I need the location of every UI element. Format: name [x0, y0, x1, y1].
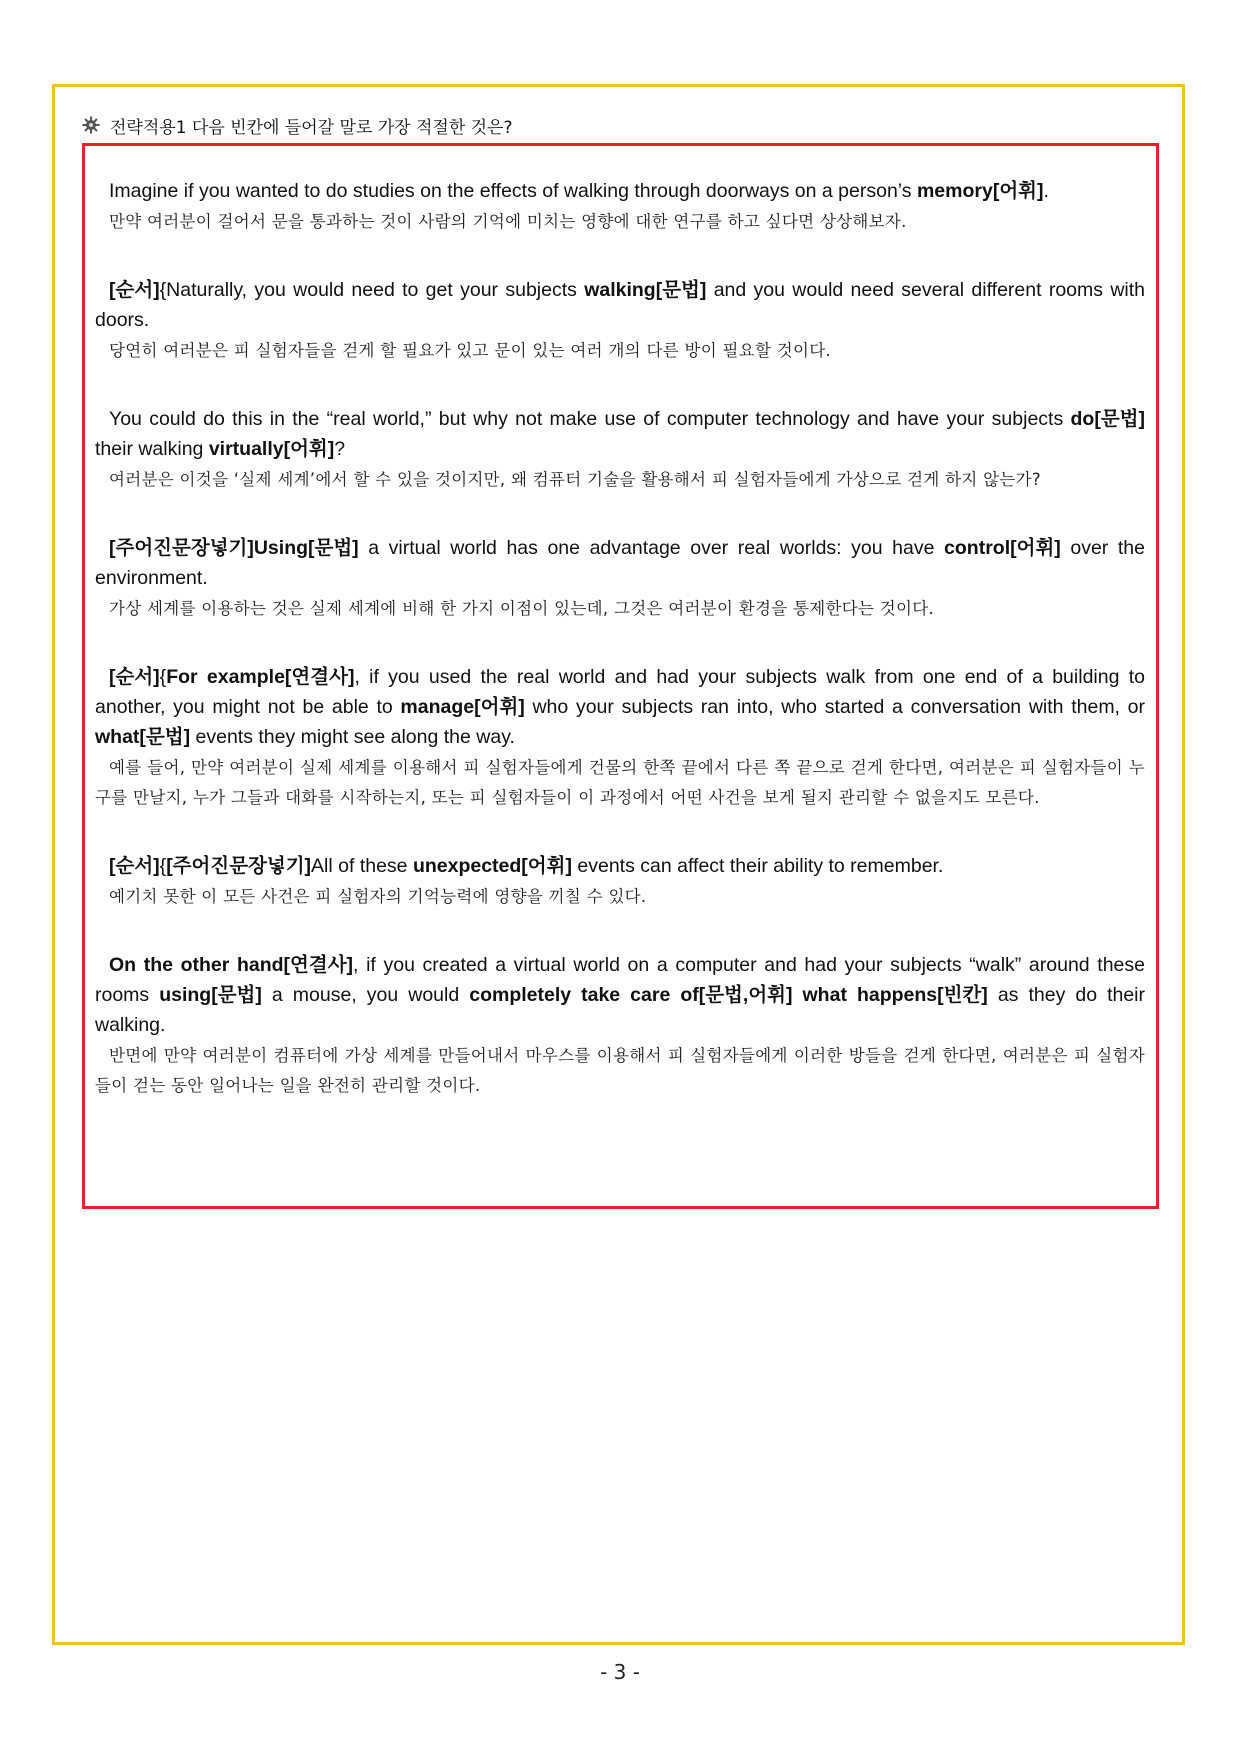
paragraph-7 — [95, 950, 1145, 1101]
english-sentence — [95, 851, 1145, 881]
english-sentence — [95, 275, 1145, 335]
bold-annotation: On the other hand[연결사] — [109, 954, 354, 976]
sentence-text: You could do this in the “real world,” but why not make use of computer technology and have your subjects — [109, 408, 1071, 430]
sentence-text: . — [1043, 180, 1049, 202]
english-sentence — [95, 662, 1145, 752]
sentence-text: and you would need several different rooms with doors. — [95, 279, 1145, 331]
sentence-text: ? — [334, 438, 346, 460]
korean-translation: 반면에 만약 여러분이 컴퓨터에 가상 세계를 만들어내서 마우스를 이용해서 피 실험자들에게 이러한 방들을 걷게 한다면, 여러분은 피 실험자들이 걷는 동안 일어나는 일을 완전히 관리할 것이다. — [95, 1046, 1145, 1095]
bold-annotation: virtually[어휘] — [208, 438, 335, 460]
bold-annotation: completely take care of[문법,어휘] — [469, 984, 793, 1006]
sentence-text: { — [159, 855, 167, 877]
sentence-text: their walking — [95, 438, 209, 460]
sentence-text: , if you used the real world and had your subjects walk from one end of a building to another, you might not be able to — [95, 666, 1145, 718]
sentence-text: a mouse, you would — [261, 984, 470, 1006]
sentence-text: events can affect their ability to remember. — [571, 855, 944, 877]
bold-annotation: For example[연결사] — [166, 666, 355, 688]
korean-translation: 예기치 못한 이 모든 사건은 피 실험자의 기억능력에 영향을 끼칠 수 있다. — [109, 887, 647, 906]
sentence-text: a virtual world has one advantage over real worlds: you have — [358, 537, 945, 559]
sentence-text: who your subjects ran into, who started a conversation with them, or — [524, 696, 1146, 718]
sentence-text: { — [159, 666, 167, 688]
sentence-text: , if you created a virtual world on a computer and had your subjects “walk” around these rooms — [95, 954, 1145, 1006]
bold-annotation: using[문법] — [159, 984, 262, 1006]
bold-annotation: [주어진문장넣기] — [166, 855, 312, 877]
sentence-text: {Naturally, you would need to get your subjects — [159, 279, 585, 301]
english-sentence — [95, 533, 1145, 593]
korean-translation: 예를 들어, 만약 여러분이 실제 세계를 이용해서 피 실험자들에게 건물의 한쪽 끝에서 다른 쪽 끝으로 걷게 한다면, 여러분은 피 실험자들이 누구를 만날지, 누가 그들과 대화를 시작하는지, 또는 피 실험자들이 이 과정에서 어떤 사건을 보게 될지 관리할 수 없을지도 모른다. — [95, 758, 1145, 807]
bold-annotation: manage[어휘] — [400, 696, 525, 718]
korean-translation: 당연히 여러분은 피 실험자들을 걷게 할 필요가 있고 문이 있는 여러 개의 다른 방이 필요할 것이다. — [109, 341, 832, 360]
korean-translation: 가상 세계를 이용하는 것은 실제 세계에 비해 한 가지 이점이 있는데, 그것은 여러분이 환경을 통제한다는 것이다. — [109, 599, 935, 618]
bold-annotation: unexpected[어휘] — [412, 855, 572, 877]
bold-annotation: memory[어휘] — [916, 180, 1044, 202]
korean-translation: 여러분은 이것을 ‘실제 세계’에서 할 수 있을 것이지만, 왜 컴퓨터 기술을 활용해서 피 실험자들에게 가상으로 걷게 하지 않는가? — [109, 470, 1041, 489]
sentence-text: over the environment. — [95, 537, 1145, 589]
bold-annotation: [순서] — [109, 279, 160, 301]
english-sentence — [95, 176, 1145, 206]
bold-annotation: what happens[빈칸] — [802, 984, 988, 1006]
korean-translation: 만약 여러분이 걸어서 문을 통과하는 것이 사람의 기억에 미치는 영향에 대한 연구를 하고 싶다면 상상해보자. — [109, 212, 907, 231]
english-sentence — [95, 404, 1145, 464]
sentence-text: Imagine if you wanted to do studies on the effects of walking through doorways on a person’s — [109, 180, 917, 202]
passage-box — [82, 143, 1159, 1209]
paragraph-5 — [95, 662, 1145, 813]
bold-annotation: [순서] — [109, 666, 160, 688]
question-header — [82, 112, 513, 138]
sentence-text: as they do their walking. — [95, 984, 1145, 1036]
page-number: - 3 - — [600, 1660, 640, 1684]
gear-bullet-icon — [82, 116, 100, 134]
sentence-text: All of these — [311, 855, 413, 877]
question-title: 전략적용1 다음 빈칸에 들어갈 말로 가장 적절한 것은? — [110, 117, 513, 138]
bold-annotation: control[어휘] — [944, 537, 1061, 559]
sentence-text: events they might see along the way. — [190, 726, 515, 748]
sentence-text — [792, 984, 802, 1006]
bold-annotation: [순서] — [109, 855, 160, 877]
paragraph-6 — [95, 851, 1145, 912]
bold-annotation: walking[문법] — [584, 279, 707, 301]
english-sentence — [95, 950, 1145, 1040]
paragraph-4 — [95, 533, 1145, 624]
paragraph-1 — [95, 176, 1145, 237]
paragraph-2 — [95, 275, 1145, 366]
bold-annotation: do[문법] — [1070, 408, 1145, 430]
paragraph-3 — [95, 404, 1145, 495]
bold-annotation: what[문법] — [95, 726, 191, 748]
bold-annotation: [주어진문장넣기]Using[문법] — [109, 537, 359, 559]
